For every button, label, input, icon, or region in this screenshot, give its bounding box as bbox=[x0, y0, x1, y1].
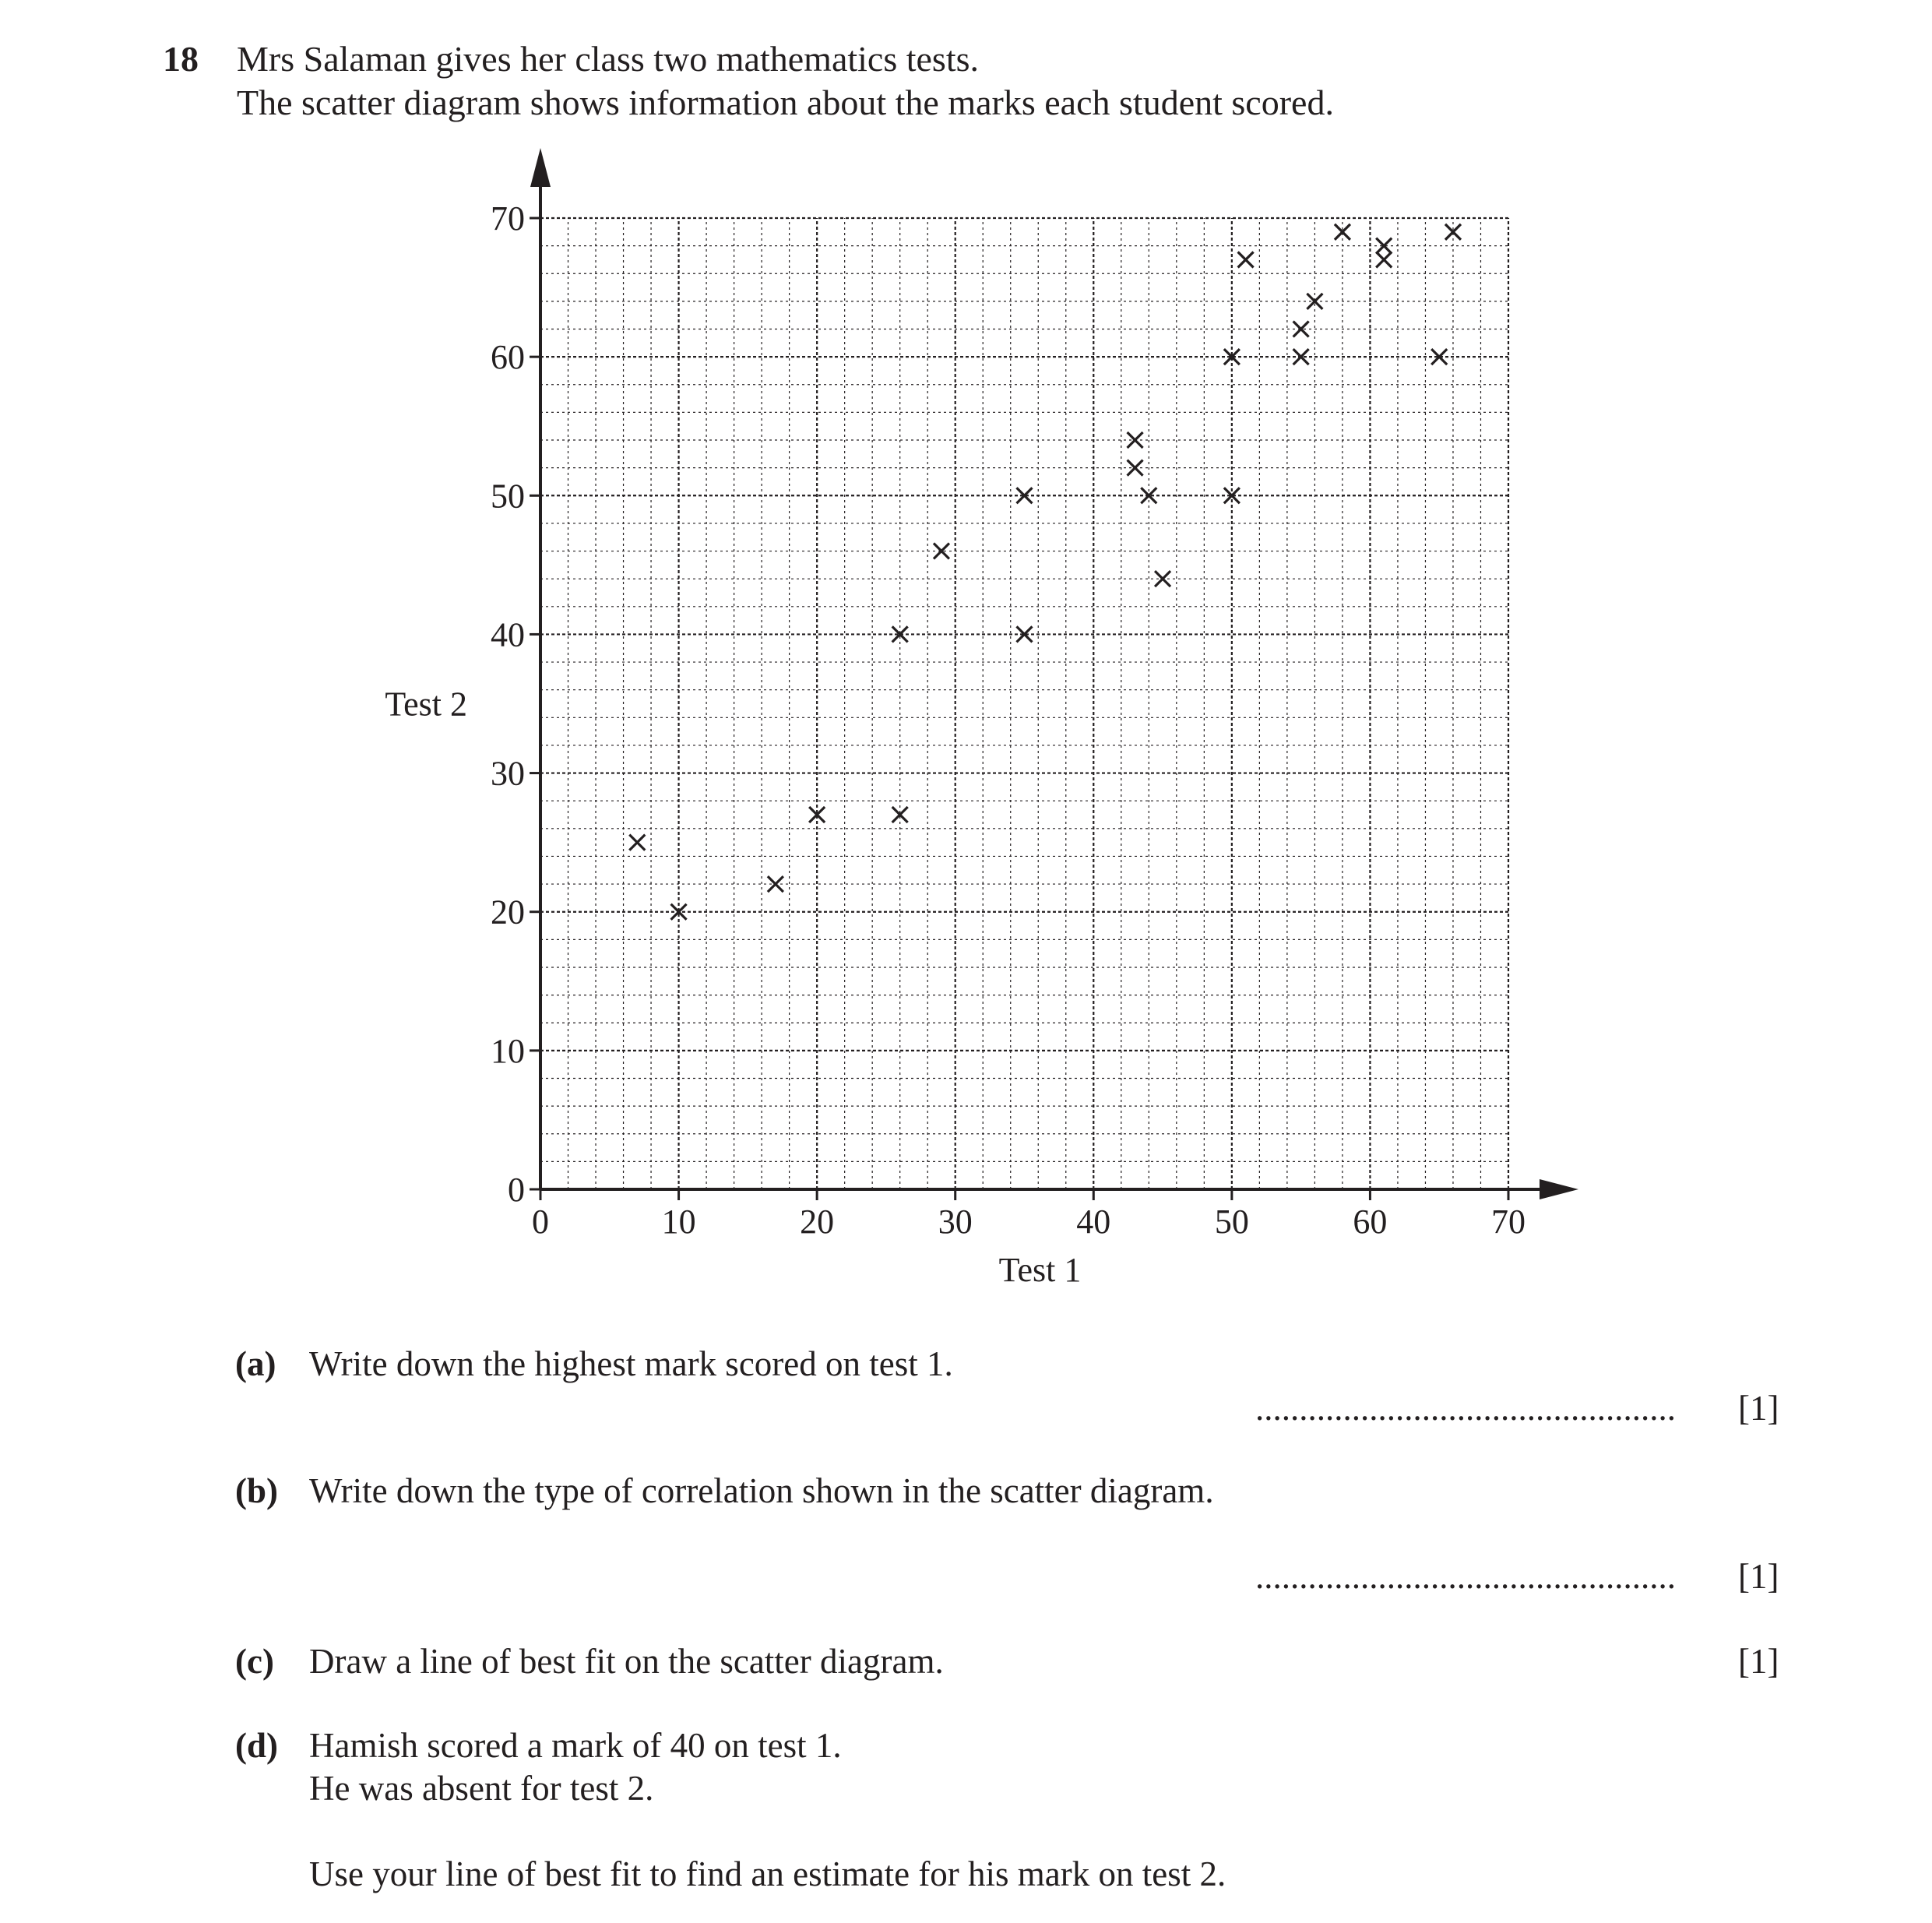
grid bbox=[540, 218, 1508, 1189]
data-point bbox=[1224, 349, 1240, 365]
y-tick-label: 60 bbox=[491, 338, 525, 377]
data-point bbox=[892, 626, 908, 642]
part-a-label: (a) bbox=[235, 1344, 276, 1383]
part-d-label: (d) bbox=[235, 1726, 278, 1765]
part-b-marks: [1] bbox=[1738, 1557, 1779, 1596]
data-point bbox=[892, 807, 908, 822]
y-tick-label: 20 bbox=[491, 893, 525, 932]
part-c-marks: [1] bbox=[1738, 1642, 1779, 1681]
x-tick-label: 10 bbox=[661, 1203, 696, 1241]
part-b-label: (b) bbox=[235, 1471, 278, 1510]
data-point bbox=[1238, 252, 1254, 267]
data-point bbox=[1376, 252, 1392, 267]
question-intro-line-2: The scatter diagram shows information about the marks each student scored. bbox=[237, 83, 1334, 122]
x-tick-label: 20 bbox=[800, 1203, 835, 1241]
x-tick-label: 70 bbox=[1491, 1203, 1526, 1241]
part-a-question: Write down the highest mark scored on test 1. bbox=[309, 1344, 953, 1383]
y-tick-label: 70 bbox=[491, 199, 525, 238]
part-d-question-line-1: Hamish scored a mark of 40 on test 1. bbox=[309, 1726, 842, 1765]
data-point bbox=[934, 544, 949, 559]
data-point bbox=[1431, 349, 1447, 365]
x-axis-label: Test 1 bbox=[998, 1251, 1082, 1289]
y-tick-label: 10 bbox=[491, 1031, 525, 1070]
data-point bbox=[1376, 238, 1392, 254]
y-tick-label: 0 bbox=[508, 1171, 525, 1209]
data-point bbox=[1335, 224, 1350, 240]
data-point bbox=[1017, 626, 1033, 642]
data-point bbox=[1293, 322, 1309, 337]
part-b-answer-line[interactable]: ................................................ bbox=[1255, 1557, 1676, 1596]
part-c-question: Draw a line of best fit on the scatter diagram. bbox=[309, 1642, 944, 1681]
part-d-question-line-2: He was absent for test 2. bbox=[309, 1769, 654, 1808]
y-tick-label: 30 bbox=[491, 754, 525, 793]
part-c-label: (c) bbox=[235, 1642, 274, 1681]
y-tick-label: 40 bbox=[491, 615, 525, 654]
y-tick-label: 50 bbox=[491, 477, 525, 516]
part-d-question-line-3: Use your line of best fit to find an estimate for his mark on test 2. bbox=[309, 1854, 1226, 1893]
part-a-marks: [1] bbox=[1738, 1389, 1779, 1428]
x-tick-label: 0 bbox=[532, 1203, 549, 1241]
question-intro-line-1: Mrs Salaman gives her class two mathematics tests. bbox=[237, 39, 980, 79]
part-b-question: Write down the type of correlation shown in the scatter diagram. bbox=[309, 1471, 1214, 1510]
scatter-diagram bbox=[343, 140, 1604, 1301]
question-number: 18 bbox=[163, 39, 199, 79]
x-tick-label: 30 bbox=[938, 1203, 973, 1241]
data-point bbox=[809, 807, 825, 822]
data-point bbox=[1445, 224, 1461, 240]
x-tick-label: 60 bbox=[1353, 1203, 1388, 1241]
data-point bbox=[629, 835, 645, 851]
x-tick-label: 40 bbox=[1076, 1203, 1111, 1241]
x-tick-label: 50 bbox=[1214, 1203, 1249, 1241]
data-point bbox=[1017, 488, 1033, 503]
x-axis-arrow bbox=[1540, 1179, 1578, 1199]
part-a-answer-line[interactable]: ................................................ bbox=[1255, 1389, 1676, 1428]
y-axis-label: Test 2 bbox=[385, 685, 467, 724]
y-axis-arrow bbox=[530, 148, 551, 187]
